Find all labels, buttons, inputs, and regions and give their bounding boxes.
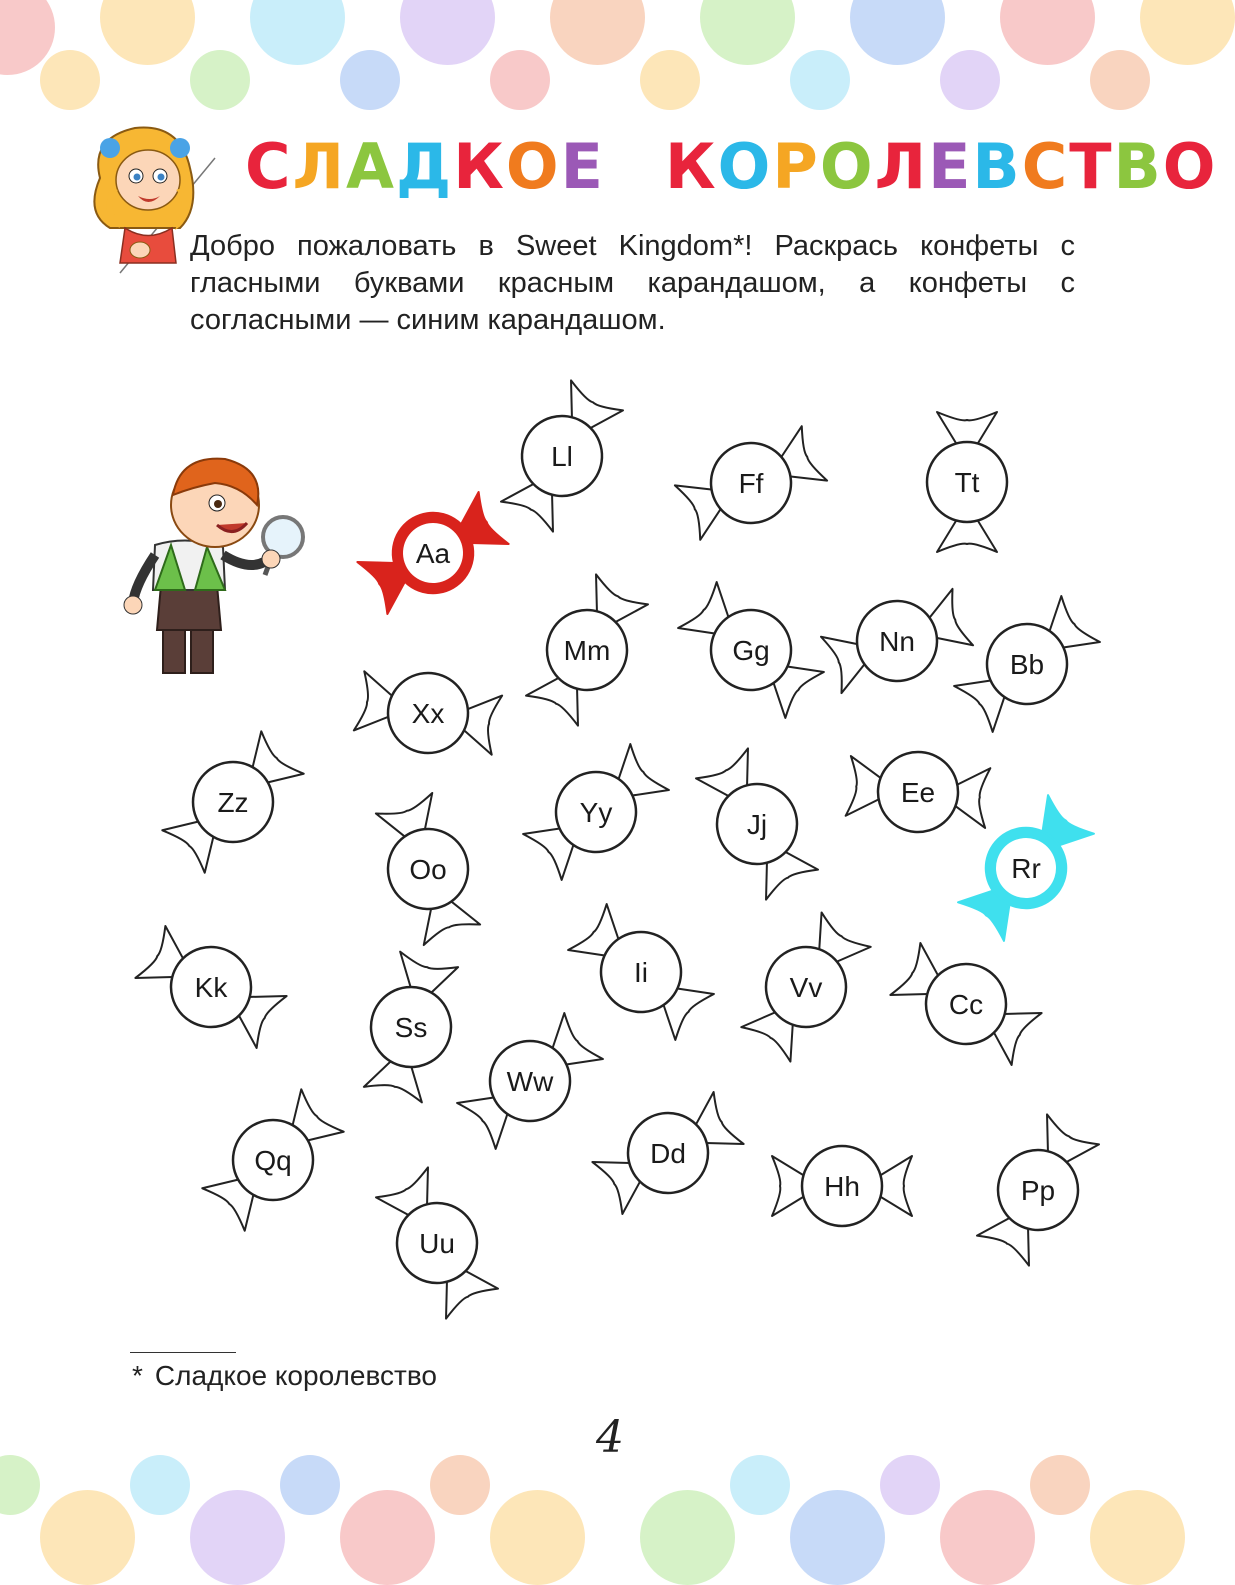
candy[interactable] xyxy=(885,934,1046,1073)
title-letter: О xyxy=(505,130,561,203)
candy[interactable] xyxy=(354,949,468,1105)
candy[interactable] xyxy=(818,579,977,702)
footnote-marker: * xyxy=(132,1360,143,1391)
title-letter: Е xyxy=(928,130,973,203)
title-letter: С xyxy=(1021,130,1070,203)
candy[interactable] xyxy=(352,483,513,622)
title-letter: О xyxy=(819,130,875,203)
footnote xyxy=(132,1360,437,1392)
title-letter: Е xyxy=(560,130,605,203)
candy-letter: Tt xyxy=(954,467,980,498)
title-letter: Д xyxy=(396,130,454,203)
candy-letter: Xx xyxy=(411,698,445,729)
title-letter: В xyxy=(1113,130,1163,203)
candy[interactable] xyxy=(367,1162,506,1323)
candy[interactable] xyxy=(451,1005,610,1156)
candy[interactable] xyxy=(845,746,991,838)
candy-letter: Dd xyxy=(650,1138,686,1169)
candy-letter: Ss xyxy=(394,1012,428,1043)
candy-letter: Zz xyxy=(217,787,249,818)
candy-letter: Ll xyxy=(551,441,573,472)
candy[interactable] xyxy=(130,917,291,1056)
candy-letter: Vv xyxy=(789,972,823,1003)
candy-letter: Yy xyxy=(579,797,613,828)
candy-letter: Oo xyxy=(409,854,447,885)
title-letter: Т xyxy=(1069,130,1114,203)
candy[interactable] xyxy=(671,417,832,549)
candy-letter: Bb xyxy=(1009,649,1045,680)
candy-letter: Pp xyxy=(1020,1175,1056,1206)
page-number: 4 xyxy=(596,1412,624,1463)
candy-letter: Ww xyxy=(506,1066,554,1097)
candy-letter: Jj xyxy=(746,809,768,840)
candy-letter: Gg xyxy=(732,635,770,666)
candy[interactable] xyxy=(587,1083,748,1222)
title-letter: В xyxy=(972,130,1022,203)
candy-letter: Cc xyxy=(948,989,984,1020)
candy[interactable] xyxy=(517,569,656,730)
footnote-text: Сладкое королевство xyxy=(154,1360,437,1391)
candy[interactable] xyxy=(772,1146,912,1226)
instructions-paragraph: Добро пожаловать в Sweet Kingdom*! Раскрась конфеты с гласными буквами красным карандашом, а конфеты с согласными — синим карандашом. xyxy=(190,230,1075,336)
candy-letter: Kk xyxy=(194,972,228,1003)
candy-letter: Rr xyxy=(1011,853,1041,884)
title-letter: С xyxy=(245,130,293,203)
title-letter: Л xyxy=(874,130,929,203)
candy[interactable] xyxy=(927,412,1007,552)
title-letter: О xyxy=(1162,130,1218,203)
title-letter: К xyxy=(453,130,506,203)
candy[interactable] xyxy=(517,736,676,887)
candy[interactable] xyxy=(195,1082,351,1238)
title-letter: А xyxy=(346,130,396,203)
candy[interactable] xyxy=(155,724,311,880)
candy[interactable] xyxy=(733,907,879,1068)
footnote-divider xyxy=(130,1352,236,1353)
candy-letter: Mm xyxy=(563,635,611,666)
candy-letter: Nn xyxy=(879,626,915,657)
candy[interactable] xyxy=(492,375,631,536)
candy-letter: Uu xyxy=(419,1228,455,1259)
candy-letter: Ff xyxy=(738,468,764,499)
candy[interactable] xyxy=(562,896,721,1047)
candy-letter: Ii xyxy=(634,957,648,988)
candy[interactable] xyxy=(687,743,826,904)
candy[interactable] xyxy=(968,1109,1107,1270)
title-letter: Л xyxy=(292,130,347,203)
candy-letter: Ee xyxy=(900,777,936,808)
candy-letter: Aa xyxy=(415,538,451,569)
candy[interactable] xyxy=(948,588,1107,739)
candy[interactable] xyxy=(366,790,489,949)
title-letter: К xyxy=(664,130,718,203)
candy-letter: Hh xyxy=(824,1171,860,1202)
title-letter: О xyxy=(717,130,773,203)
title-letter: Р xyxy=(772,130,820,203)
candy[interactable] xyxy=(672,574,831,725)
candy-letter: Qq xyxy=(254,1145,292,1176)
candy[interactable] xyxy=(352,661,504,764)
